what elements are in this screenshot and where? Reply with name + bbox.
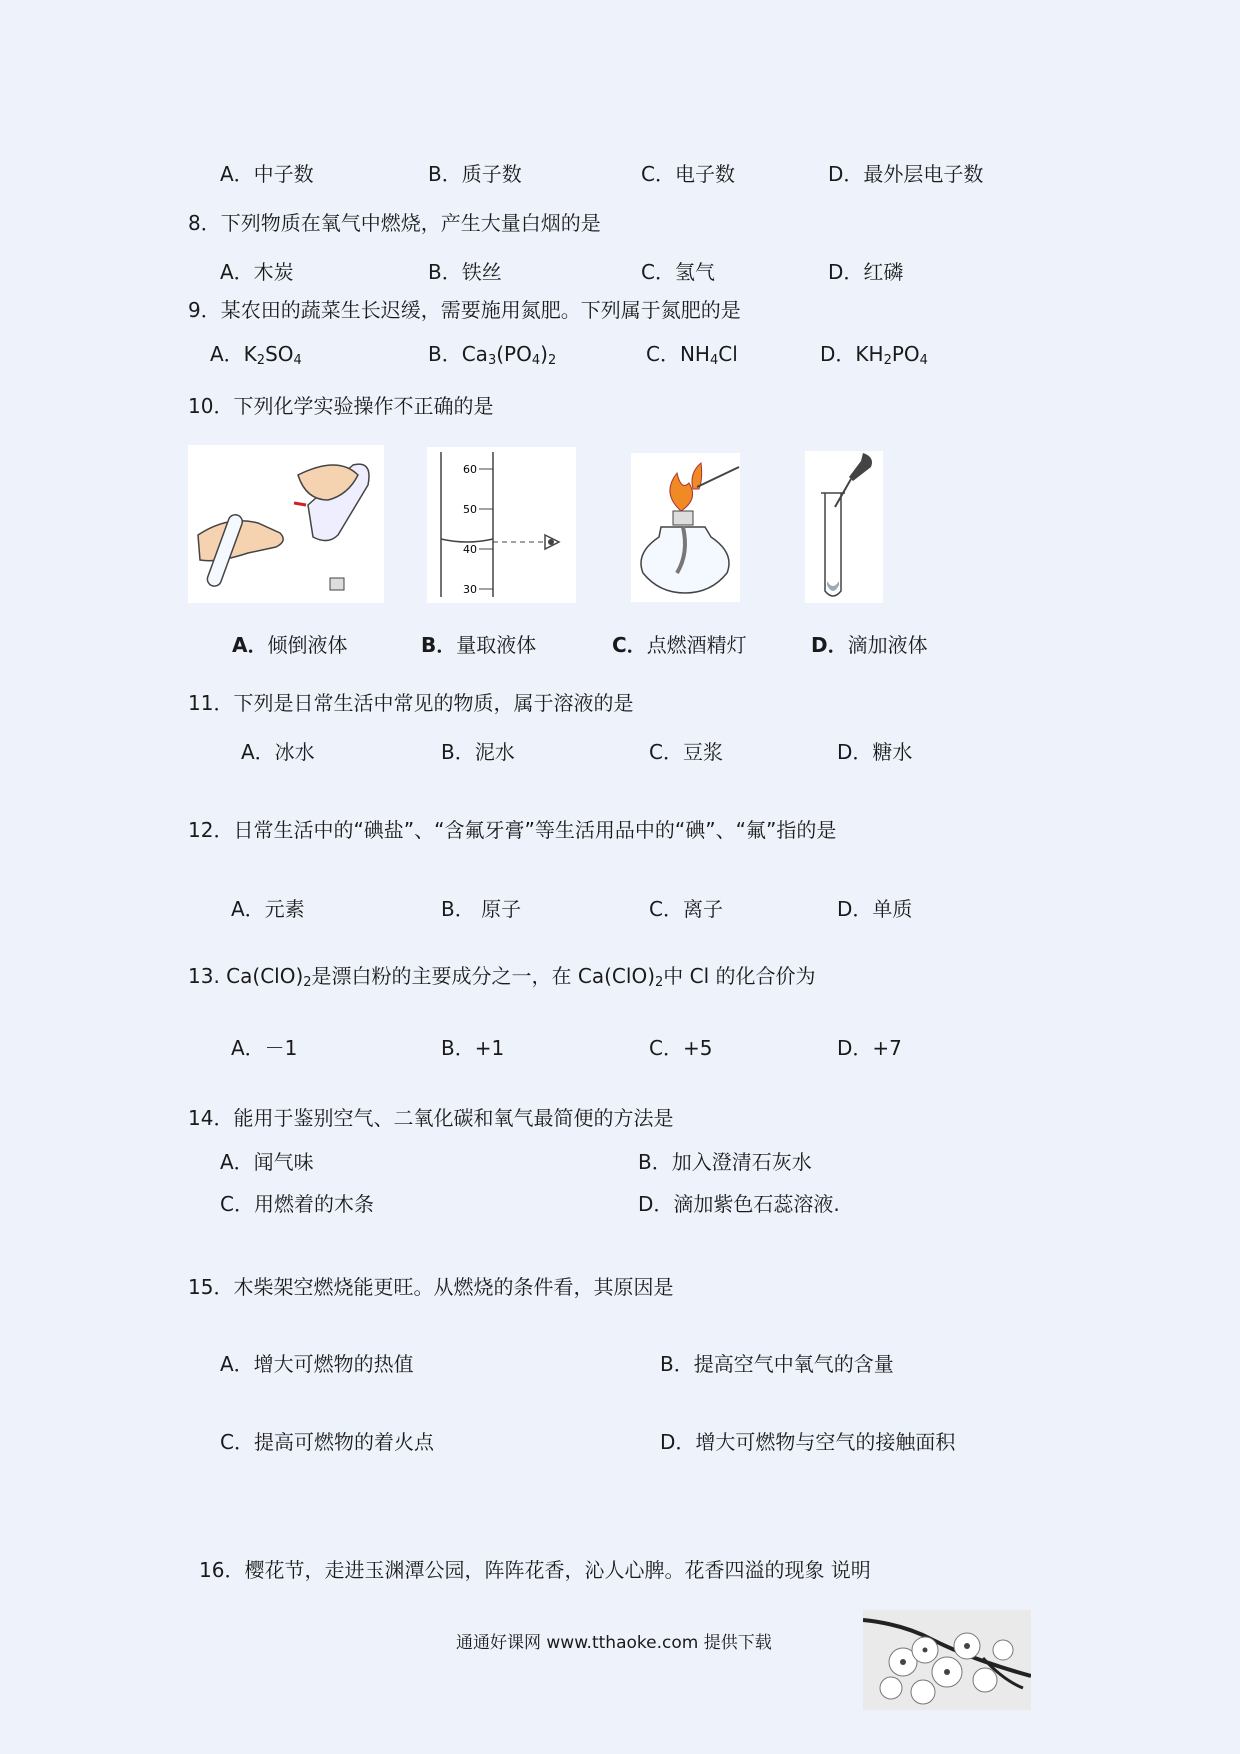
q13-option-c: C．+5 (649, 1036, 713, 1060)
q10-option-b: B．量取液体 (421, 633, 537, 657)
q16-stem: 16．樱花节，走进玉渊潭公园，阵阵花香，沁人心脾。花香四溢的现象 说明 (199, 1558, 871, 1582)
q12-option-c: C．离子 (649, 897, 723, 921)
q13-option-a: A．－1 (231, 1036, 298, 1060)
cherry-blossom-image (863, 1610, 1031, 1710)
tick-label-30: 30 (463, 583, 477, 596)
q8-option-a: A．木炭 (220, 260, 294, 284)
q7-option-c: C．电子数 (641, 162, 735, 186)
q9-option-d: D．$KH_2PO_4$ (820, 342, 928, 368)
q14-option-a: A．闻气味 (220, 1150, 314, 1174)
q15-option-c: C．提高可燃物的着火点 (220, 1430, 434, 1454)
q8-option-b: B．铁丝 (428, 260, 502, 284)
q8-option-d: D．红磷 (828, 260, 904, 284)
q11-option-c: C．豆浆 (649, 740, 723, 764)
q14-stem: 14．能用于鉴别空气、二氧化碳和氧气最简便的方法是 (188, 1106, 674, 1130)
q12-stem: 12．日常生活中的“碘盐”、“含氟牙膏”等生活用品中的“碘”、“氟”指的是 (188, 818, 837, 842)
q13-stem: 13. $Ca(ClO)_2$是漂白粉的主要成分之一，在 $Ca(ClO)_2$中 Cl 的化合价为 (188, 964, 816, 990)
q11-option-a: A．冰水 (241, 740, 315, 764)
q9-stem: 9．某农田的蔬菜生长迟缓，需要施用氮肥。下列属于氮肥的是 (188, 298, 741, 322)
q9-option-c: C．$NH_4Cl$ (646, 342, 738, 368)
tick-label-60: 60 (463, 463, 477, 476)
q8-option-c: C．氢气 (641, 260, 715, 284)
q11-stem: 11．下列是日常生活中常见的物质，属于溶液的是 (188, 691, 634, 715)
q8-stem: 8．下列物质在氧气中燃烧，产生大量白烟的是 (188, 211, 601, 235)
footer-source: 通通好课网 www.tthaoke.com 提供下载 (456, 1633, 772, 1653)
q7-option-b: B．质子数 (428, 162, 522, 186)
pouring-liquid-figure (188, 445, 384, 603)
q15-option-a: A．增大可燃物的热值 (220, 1352, 414, 1376)
q10-stem: 10．下列化学实验操作不正确的是 (188, 394, 494, 418)
q15-stem: 15．木柴架空燃烧能更旺。从燃烧的条件看，其原因是 (188, 1275, 674, 1299)
dropper-test-tube-figure (805, 451, 883, 603)
q14-option-d: D．滴加紫色石蕊溶液. (638, 1192, 840, 1216)
measuring-cylinder-figure (427, 447, 576, 603)
q14-option-b: B．加入澄清石灰水 (638, 1150, 812, 1174)
q9-option-b: B．$Ca_3(PO_4)_2$ (428, 342, 557, 368)
q13-option-d: D．+7 (837, 1036, 902, 1060)
q7-option-a: A．中子数 (220, 162, 314, 186)
q11-option-d: D．糖水 (837, 740, 913, 764)
q10-option-c: C．点燃酒精灯 (612, 633, 747, 657)
q10-option-a: A．倾倒液体 (232, 633, 348, 657)
q15-option-b: B．提高空气中氧气的含量 (660, 1352, 894, 1376)
q9-option-a: A．$K_2SO_4$ (210, 342, 302, 368)
q11-option-b: B．泥水 (441, 740, 515, 764)
q12-option-a: A．元素 (231, 897, 305, 921)
q15-option-d: D．增大可燃物与空气的接触面积 (660, 1430, 956, 1454)
q7-option-d: D．最外层电子数 (828, 162, 984, 186)
alcohol-lamp-figure (631, 453, 740, 602)
q10-option-d: D．滴加液体 (811, 633, 928, 657)
q14-option-c: C．用燃着的木条 (220, 1192, 374, 1216)
q13-option-b: B．+1 (441, 1036, 505, 1060)
q12-option-b: B． 原子 (441, 897, 522, 921)
tick-label-50: 50 (463, 503, 477, 516)
q12-option-d: D．单质 (837, 897, 913, 921)
tick-label-40: 40 (463, 543, 477, 556)
